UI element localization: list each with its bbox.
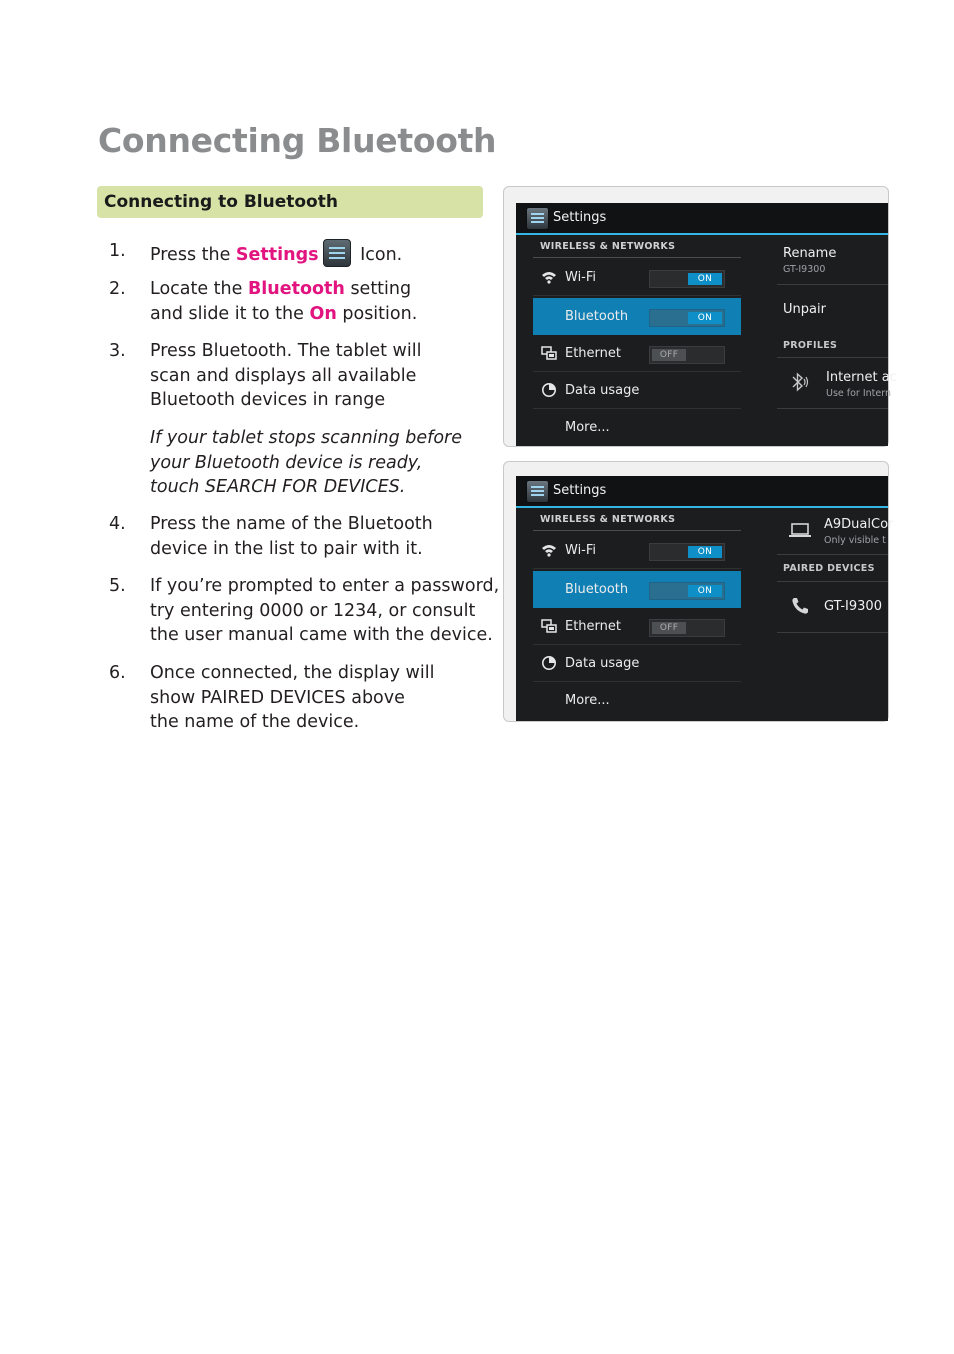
app-title: Settings — [553, 210, 607, 225]
step-number: 4. — [109, 514, 126, 534]
settings-row-more[interactable]: More... — [565, 420, 610, 435]
settings-row-bluetooth[interactable]: Bluetooth ON — [533, 571, 741, 608]
settings-list — [533, 508, 741, 721]
bluetooth-device-list — [777, 508, 894, 721]
tablet-screen — [516, 203, 897, 446]
bluetooth-icon — [789, 371, 811, 398]
paired-devices-header: PAIRED DEVICES — [777, 555, 888, 582]
data-usage-icon — [541, 655, 557, 671]
step-number: 3. — [109, 341, 126, 361]
tablet-screen — [516, 476, 894, 721]
bluetooth-toggle[interactable]: ON — [649, 309, 725, 327]
rename-option[interactable]: Rename GT-I9300 — [777, 235, 888, 285]
laptop-icon — [788, 521, 812, 544]
settings-icon — [323, 239, 351, 267]
settings-row-bluetooth[interactable]: Bluetooth ON — [533, 298, 741, 335]
settings-row-more[interactable]: More... — [565, 693, 610, 708]
settings-highlight: Settings — [235, 245, 319, 265]
step-number: 6. — [109, 663, 126, 683]
ethernet-toggle[interactable]: OFF — [649, 619, 725, 637]
app-title: Settings — [553, 483, 607, 498]
group-header: WIRELESS & NETWORKS — [540, 514, 676, 525]
profiles-header: PROFILES — [777, 331, 888, 358]
ethernet-icon — [541, 618, 557, 634]
settings-list — [533, 235, 741, 446]
divider — [533, 257, 741, 258]
profile-internet-access[interactable]: Internet ac Use for Intern — [777, 358, 888, 409]
on-highlight: On — [309, 303, 337, 324]
section-heading: Connecting to Bluetooth — [97, 186, 483, 218]
settings-screenshot-2 — [503, 461, 894, 722]
data-usage-icon — [541, 382, 557, 398]
step-number: 5. — [109, 576, 126, 596]
action-bar — [516, 203, 888, 235]
divider — [533, 530, 741, 531]
settings-row-wifi[interactable]: Wi-Fi ON — [533, 259, 741, 296]
unpair-option[interactable]: Unpair — [783, 302, 826, 317]
settings-icon — [526, 480, 549, 503]
wifi-icon — [541, 269, 557, 285]
wifi-icon — [541, 542, 557, 558]
phone-icon — [790, 596, 810, 621]
settings-row-data-usage[interactable]: Data usage — [533, 372, 741, 409]
step-number: 2. — [109, 279, 126, 299]
settings-row-data-usage[interactable]: Data usage — [533, 645, 741, 682]
settings-row-ethernet[interactable]: Ethernet OFF — [533, 335, 741, 372]
ethernet-icon — [541, 345, 557, 361]
this-device-item[interactable]: A9DualCor Only visible t — [777, 508, 888, 555]
group-header: WIRELESS & NETWORKS — [540, 241, 676, 252]
bluetooth-toggle[interactable]: ON — [649, 582, 725, 600]
settings-row-ethernet[interactable]: Ethernet OFF — [533, 608, 741, 645]
step-number: 1. — [109, 241, 126, 261]
bluetooth-highlight: Bluetooth — [247, 279, 345, 299]
settings-row-wifi[interactable]: Wi-Fi ON — [533, 532, 741, 569]
action-bar — [516, 476, 888, 508]
ethernet-toggle[interactable]: OFF — [649, 346, 725, 364]
bluetooth-device-settings — [777, 235, 897, 446]
settings-screenshot-1 — [503, 186, 897, 447]
page-title: Connecting Bluetooth — [98, 121, 497, 160]
paired-device-item[interactable]: GT-I9300 — [777, 582, 888, 633]
settings-icon — [526, 207, 549, 230]
wifi-toggle[interactable]: ON — [649, 543, 725, 561]
wifi-toggle[interactable]: ON — [649, 270, 725, 288]
